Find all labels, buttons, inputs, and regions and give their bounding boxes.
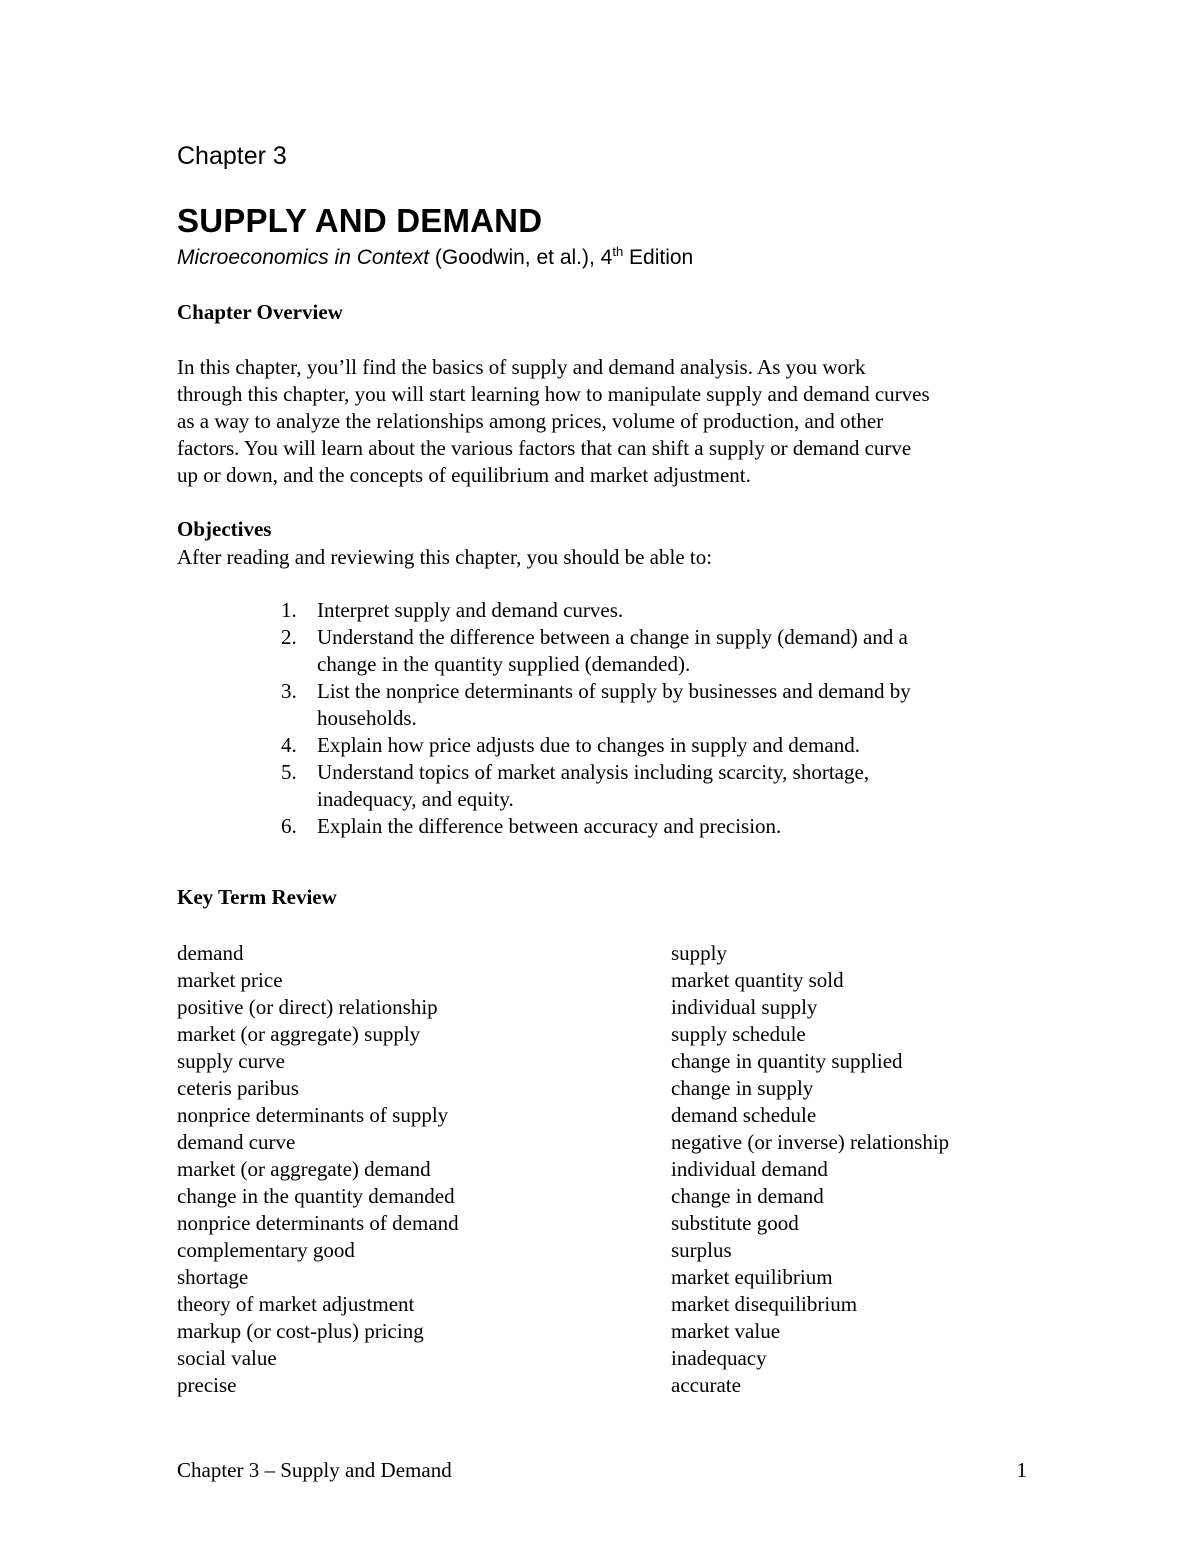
list-item: market price xyxy=(177,968,283,992)
list-item: substitute good xyxy=(671,1211,799,1235)
list-item xyxy=(281,678,1001,732)
list-item: inadequacy xyxy=(671,1346,767,1370)
overview-line: In this chapter, you’ll find the basics of supply and demand analysis. As you work xyxy=(177,355,866,379)
item-text: Understand topics of market analysis including scarcity, shortage, xyxy=(317,760,870,784)
overview-line: factors. You will learn about the various factors that can shift a supply or demand curve xyxy=(177,436,912,460)
overview-line: up or down, and the concepts of equilibrium and market adjustment. xyxy=(177,463,751,487)
list-item: demand xyxy=(177,941,244,965)
list-item: negative (or inverse) relationship xyxy=(671,1130,950,1154)
footer-text: Chapter 3 – Supply and Demand xyxy=(177,1458,452,1482)
list-item: change in supply xyxy=(671,1076,814,1100)
list-item: change in the quantity demanded xyxy=(177,1184,455,1208)
item-number: 4. xyxy=(281,733,297,757)
list-item: demand curve xyxy=(177,1130,296,1154)
item-text: households. xyxy=(317,706,417,730)
item-number: 1. xyxy=(281,598,297,622)
item-text: inadequacy, and equity. xyxy=(317,787,514,811)
list-item: theory of market adjustment xyxy=(177,1292,415,1316)
list-item: surplus xyxy=(671,1238,732,1262)
list-item: individual demand xyxy=(671,1157,828,1181)
list-item: demand schedule xyxy=(671,1103,817,1127)
list-item xyxy=(281,813,1001,840)
item-text: List the nonprice determinants of supply by businesses and demand by xyxy=(317,679,911,703)
item-number: 5. xyxy=(281,760,297,784)
item-text: Understand the difference between a change in supply (demand) and a xyxy=(317,625,908,649)
list-item: market (or aggregate) demand xyxy=(177,1157,431,1181)
key-terms-right-column xyxy=(671,940,949,1399)
book-authors: (Goodwin, et al.), 4 xyxy=(429,246,613,269)
list-item: positive (or direct) relationship xyxy=(177,995,438,1019)
list-item: social value xyxy=(177,1346,277,1370)
list-item: markup (or cost-plus) pricing xyxy=(177,1319,424,1343)
item-number: 6. xyxy=(281,814,297,838)
item-number: 3. xyxy=(281,679,297,703)
key-terms-left-column xyxy=(177,940,459,1399)
list-item: shortage xyxy=(177,1265,249,1289)
overview-line: through this chapter, you will start learning how to manipulate supply and demand curves xyxy=(177,382,930,406)
item-text: Explain the difference between accuracy and precision. xyxy=(317,814,782,838)
overview-heading: Chapter Overview xyxy=(177,300,343,324)
list-item xyxy=(281,732,1001,759)
page-number: 1 xyxy=(1016,1458,1027,1482)
overview-line: as a way to analyze the relationships among prices, volume of production, and other xyxy=(177,409,884,433)
list-item: nonprice determinants of supply xyxy=(177,1103,449,1127)
overview-paragraph xyxy=(177,354,1027,489)
objectives-intro: After reading and reviewing this chapter, you should be able to: xyxy=(177,545,713,569)
list-item xyxy=(281,597,1001,624)
item-text: Interpret supply and demand curves. xyxy=(317,598,624,622)
list-item: change in demand xyxy=(671,1184,824,1208)
list-item: individual supply xyxy=(671,995,818,1019)
list-item: market equilibrium xyxy=(671,1265,833,1289)
item-text: Explain how price adjusts due to changes in supply and demand. xyxy=(317,733,860,757)
book-subtitle xyxy=(177,246,693,270)
list-item: market quantity sold xyxy=(671,968,844,992)
chapter-label: Chapter 3 xyxy=(177,142,287,170)
page-title: SUPPLY AND DEMAND xyxy=(177,202,543,239)
list-item: ceteris paribus xyxy=(177,1076,299,1100)
key-terms-heading: Key Term Review xyxy=(177,885,337,909)
edition-superscript: th xyxy=(612,244,624,259)
item-number: 2. xyxy=(281,625,297,649)
book-title: Microeconomics in Context xyxy=(177,246,430,269)
list-item: precise xyxy=(177,1373,237,1397)
list-item: market value xyxy=(671,1319,781,1343)
item-text: change in the quantity supplied (demanded). xyxy=(317,652,691,676)
objectives-list xyxy=(281,597,1001,840)
list-item: market (or aggregate) supply xyxy=(177,1022,421,1046)
list-item: change in quantity supplied xyxy=(671,1049,903,1073)
edition-suffix: Edition xyxy=(623,246,694,269)
list-item: supply curve xyxy=(177,1049,285,1073)
list-item: supply xyxy=(671,941,728,965)
objectives-heading: Objectives xyxy=(177,517,272,541)
list-item: complementary good xyxy=(177,1238,355,1262)
list-item: accurate xyxy=(671,1373,741,1397)
list-item: supply schedule xyxy=(671,1022,806,1046)
list-item xyxy=(281,624,1001,678)
list-item: market disequilibrium xyxy=(671,1292,858,1316)
list-item xyxy=(281,759,1001,813)
list-item: nonprice determinants of demand xyxy=(177,1211,459,1235)
